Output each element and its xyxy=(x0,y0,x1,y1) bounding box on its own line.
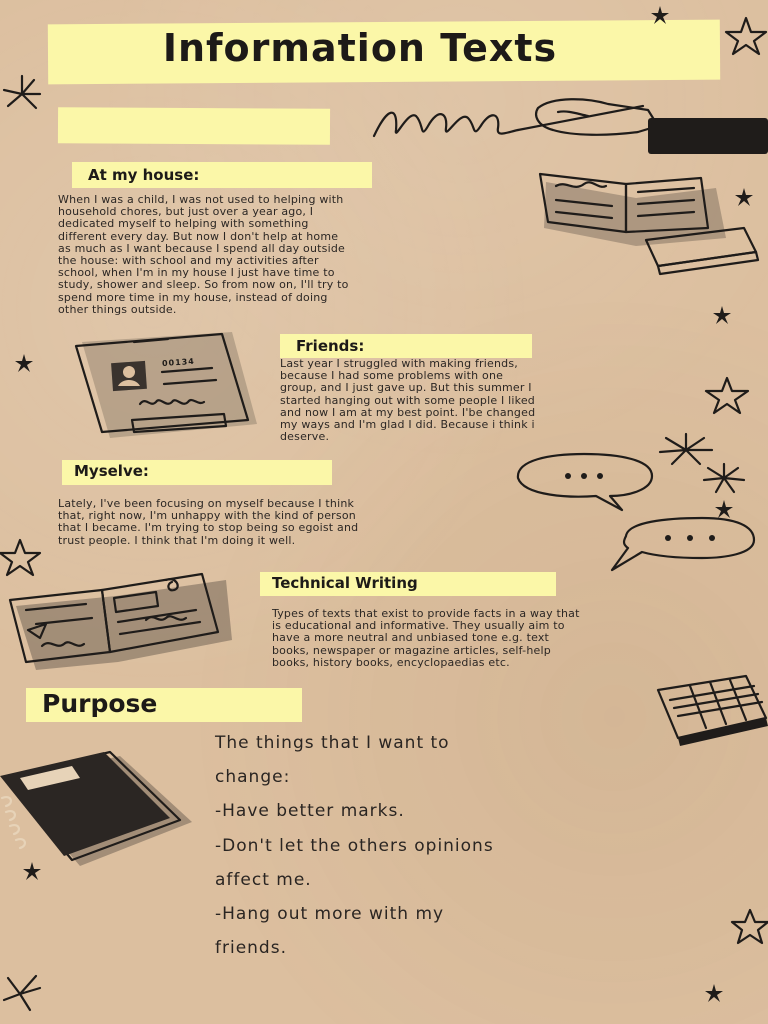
house-heading: At my house: xyxy=(88,166,200,184)
sparkle-icon xyxy=(0,72,44,116)
house-line: household chores, but just over a year ago, I xyxy=(58,205,314,219)
hand-writing-icon xyxy=(368,96,768,166)
friends-heading: Friends: xyxy=(296,337,365,355)
technical-paragraph xyxy=(272,608,732,669)
speech-bubble-icon xyxy=(510,450,660,514)
technical-heading: Technical Writing xyxy=(272,574,418,592)
purpose-line: -Have better marks. xyxy=(215,801,405,821)
page-title: Information Texts xyxy=(162,26,558,70)
myself-line: that I became. I'm trying to stop being so egoist and xyxy=(58,521,359,535)
house-line: different every day. But now I don't help at home xyxy=(58,229,339,243)
outline-star-icon xyxy=(724,16,768,56)
myself-line: Lately, I've been focusing on myself because I think xyxy=(58,497,355,510)
technical-line: is educational and informative. They usually aim to xyxy=(272,619,565,633)
house-line: spend more time in my house, instead of doing xyxy=(58,290,328,304)
open-book-icon xyxy=(6,566,236,676)
id-card-icon xyxy=(72,322,262,442)
friends-paragraph xyxy=(280,358,660,443)
purpose-line: -Hang out more with my xyxy=(215,904,445,924)
star-icon xyxy=(732,186,756,210)
sparkle-icon xyxy=(0,970,70,1020)
notepad-icon xyxy=(650,670,768,746)
speech-bubble-icon xyxy=(606,514,760,574)
star-icon xyxy=(20,860,44,884)
friends-line: group, and I just gave up. But this summer I xyxy=(280,381,532,395)
purpose-line: change: xyxy=(215,767,291,787)
purpose-heading: Purpose xyxy=(42,689,158,718)
outline-star-icon xyxy=(702,376,752,416)
purpose-line: -Don't let the others opinions xyxy=(215,836,494,856)
purpose-line: affect me. xyxy=(215,870,312,890)
id-card-number: 00134 xyxy=(161,356,196,369)
friends-line: started hanging out with some people I liked xyxy=(280,393,535,407)
myself-heading: Myselve: xyxy=(74,462,149,480)
house-line: When I was a child, I was not used to helping with xyxy=(58,193,344,206)
house-paragraph xyxy=(58,194,498,316)
friends-line: because I had some problems with one xyxy=(280,369,504,383)
friends-line: my ways and I'm glad I did. Because i think i xyxy=(280,418,535,432)
technical-line: books, history books, encyclopaedias etc. xyxy=(272,655,510,669)
house-line: the house: with school and my activities after xyxy=(58,254,319,268)
house-line: dedicated myself to helping with something xyxy=(58,217,309,231)
friends-line: deserve. xyxy=(280,430,330,444)
house-line: as much as I want because I spend all day outside xyxy=(58,241,346,255)
technical-line: Types of texts that exist to provide facts in a way that xyxy=(272,607,580,620)
myself-line: that, right now, I'm unhappy with the kind of person xyxy=(58,509,356,523)
technical-line: books, newspaper or magazine articles, self-help xyxy=(272,643,551,657)
star-icon xyxy=(12,352,36,376)
open-books-icon xyxy=(526,170,766,280)
purpose-line: The things that I want to xyxy=(215,733,450,753)
myself-line: trust people. I think that I'm doing it well. xyxy=(58,533,296,547)
house-line: school, when I'm in my house I just have time to xyxy=(58,266,335,280)
star-icon xyxy=(648,4,672,28)
star-icon xyxy=(710,304,734,328)
notebook-icon xyxy=(0,748,200,878)
friends-line: Last year I struggled with making friends, xyxy=(280,357,518,370)
house-line: study, shower and sleep. So from now on, I'll try to xyxy=(58,278,349,292)
myself-paragraph xyxy=(58,498,498,547)
blank-tape xyxy=(58,107,330,144)
friends-line: and now I am at my best point. I'be changed xyxy=(280,405,536,419)
outline-star-icon xyxy=(730,908,768,946)
purpose-line: friends. xyxy=(215,938,287,958)
star-icon xyxy=(702,982,726,1006)
technical-line: have a more neutral and unbiased tone e.g. text xyxy=(272,631,550,645)
sparkle-icon xyxy=(694,458,754,498)
house-line: other things outside. xyxy=(58,302,177,316)
